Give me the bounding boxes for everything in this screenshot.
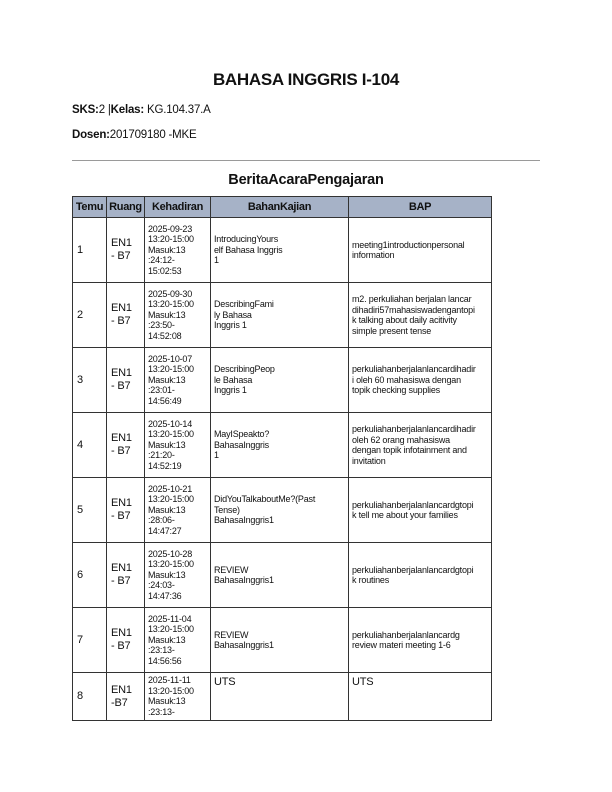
ruang-cell-line: - B7 [111,315,131,327]
kehadiran-cell-line: :24:12- [148,255,175,266]
bahan-kajian-cell-line: 1 [214,255,219,266]
bahan-kajian-cell-line: Inggris 1 [214,320,247,331]
ruang-cell-line: EN1 [111,237,132,249]
bap-cell-line: m2. perkuliahan berjalan lancar [352,294,472,304]
header-temu: Temu [73,197,107,218]
ruang-cell [107,478,145,543]
table-body [73,218,492,721]
kehadiran-cell-line: Masuk:13 [148,439,186,450]
bap-cell-line: UTS [352,676,374,688]
bahan-kajian-cell [211,218,349,283]
header-bahan-kajian: BahanKajian [211,197,349,218]
sks-label: SKS: [72,104,99,116]
table-header-row [73,197,492,218]
bahan-kajian-cell-line: DescribingFami [214,299,274,310]
bap-cell [349,673,492,721]
sks-value: 2 | [98,104,111,116]
bap-cell-line: dihadiri57mahasiswadengantopi [352,304,475,315]
temu-cell: 4 [73,413,107,478]
dosen-label: Dosen: [72,129,110,141]
bahan-kajian-cell [211,283,349,348]
kelas-value: KG.104.37.A [144,104,211,116]
header-ruang: Ruang [107,197,145,218]
bahan-kajian-cell-line: IntroducingYours [214,234,279,245]
kehadiran-cell-line: 14:52:19 [148,460,182,471]
bap-cell [349,543,492,608]
kehadiran-cell-line: 14:52:08 [148,330,182,341]
ruang-cell [107,543,145,608]
kehadiran-cell-line: 2025-10-28 [148,548,193,559]
kehadiran-cell-line: 14:47:36 [148,590,182,601]
ruang-cell-line: - B7 [111,510,131,522]
ruang-cell [107,673,145,721]
kehadiran-cell-line: 2025-10-21 [148,483,193,494]
temu-cell: 6 [73,543,107,608]
bahan-kajian-cell-line: REVIEW [214,629,249,640]
kehadiran-cell-line: :28:06- [148,515,175,526]
bap-cell-line: perkuliahanberjalanlancardihadir [352,364,476,375]
kehadiran-cell-line: Masuk:13 [148,696,186,706]
bahan-kajian-cell-line: 1 [214,450,219,461]
kehadiran-cell [145,673,211,721]
ruang-cell-line: EN1 [111,367,132,379]
bap-cell-line: topik checking supplies [352,385,440,396]
kehadiran-cell [145,478,211,543]
bap-cell-line: i oleh 60 mahasiswa dengan [352,374,461,385]
kehadiran-cell-line: 15:02:53 [148,265,182,276]
kelas-label: Kelas: [110,104,144,116]
bahan-kajian-cell-line: BahasaInggris1 [214,640,274,650]
bap-cell-line: k routines [352,575,390,585]
bahan-kajian-cell [211,543,349,608]
kehadiran-cell-line: :24:03- [148,580,175,591]
header-kehadiran: Kehadiran [145,197,211,218]
kehadiran-cell-line: Masuk:13 [148,504,186,515]
temu-cell: 8 [73,673,107,721]
dosen-line [72,129,197,141]
kehadiran-cell-line: Masuk:13 [148,374,186,385]
temu-cell: 7 [73,608,107,673]
kehadiran-cell-line: :23:01- [148,385,175,396]
kehadiran-cell-line: :23:13- [148,645,175,656]
kehadiran-cell [145,283,211,348]
ruang-cell-line: EN1 [111,302,132,314]
table-row [73,218,492,283]
ruang-cell-line: EN1 [111,627,132,639]
bap-cell [349,218,492,283]
ruang-cell [107,413,145,478]
bap-cell-line: perkuliahanberjalanlancardg [352,629,460,640]
kehadiran-cell-line: 13:20-15:00 [148,494,194,505]
bahan-kajian-cell [211,608,349,673]
kehadiran-cell-line: 2025-11-11 [148,675,191,685]
bahan-kajian-cell-line: BahasaInggris1 [214,515,274,526]
bahan-kajian-cell-line: BahasaInggris [214,439,269,450]
bap-cell-line: invitation [352,455,386,466]
temu-cell: 3 [73,348,107,413]
bap-cell-line: oleh 62 orang mahasiswa [352,434,450,445]
table-row [73,478,492,543]
temu-cell: 2 [73,283,107,348]
kehadiran-cell-line: 14:56:49 [148,395,182,406]
bap-cell-line: perkuliahanberjalanlancardgtopi [352,499,474,510]
attendance-table [72,196,492,721]
kehadiran-cell-line: 14:56:56 [148,655,182,666]
bap-cell [349,608,492,673]
bahan-kajian-cell-line: DescribingPeop [214,364,275,375]
bap-cell [349,348,492,413]
bahan-kajian-cell-line: elf Bahasa Inggris [214,244,283,255]
kehadiran-cell [145,608,211,673]
bap-cell-line: k talking about daily acitivity [352,315,457,325]
section-title: BeritaAcaraPengajaran [228,172,384,188]
bahan-kajian-cell-line: MayISpeakto? [214,429,270,440]
bap-cell-line: perkuliahanberjalanlancardgtopi [352,564,474,575]
bahan-kajian-cell-line: REVIEW [214,564,249,575]
kehadiran-cell-line: 13:20-15:00 [148,685,194,696]
kehadiran-cell-line: 13:20-15:00 [148,429,194,440]
table-row [73,673,492,721]
kehadiran-cell-line: 13:20-15:00 [148,299,194,310]
kehadiran-cell-line: 14:47:27 [148,525,182,536]
ruang-cell [107,348,145,413]
ruang-cell-line: EN1 [111,683,132,696]
kehadiran-cell [145,543,211,608]
kehadiran-cell [145,348,211,413]
bap-cell-line: perkuliahanberjalanlancardihadir [352,424,476,434]
bahan-kajian-cell-line: Tense) [214,504,240,515]
divider [72,160,540,161]
ruang-cell-line: - B7 [111,250,131,262]
dosen-value: 201709180 -MKE [109,129,197,141]
kehadiran-cell-line: :23:13- [148,706,175,717]
temu-cell: 1 [73,218,107,283]
kehadiran-cell-line: 13:20-15:00 [148,624,194,635]
kehadiran-cell [145,413,211,478]
kehadiran-cell [145,218,211,283]
bap-cell-line: information [352,250,395,260]
bahan-kajian-cell [211,673,349,721]
bahan-kajian-cell [211,413,349,478]
bahan-kajian-cell-line: BahasaInggris1 [214,575,274,585]
ruang-cell [107,283,145,348]
bahan-kajian-cell-line: Inggris 1 [214,385,247,396]
ruang-cell-line: - B7 [111,640,131,652]
kehadiran-cell-line: :23:50- [148,320,175,331]
kehadiran-cell-line: 13:20-15:00 [148,234,194,245]
ruang-cell-line: -B7 [111,696,128,709]
table-row [73,608,492,673]
header-bap: BAP [349,197,492,218]
ruang-cell-line: - B7 [111,575,131,587]
ruang-cell-line: EN1 [111,497,132,509]
kehadiran-cell-line: Masuk:13 [148,569,186,580]
ruang-cell [107,608,145,673]
kehadiran-cell-line: 2025-10-07 [148,353,193,364]
table-row [73,543,492,608]
kehadiran-cell-line: 2025-09-23 [148,223,193,234]
bahan-kajian-cell-line: le Bahasa [214,374,253,385]
bap-cell [349,478,492,543]
kehadiran-cell-line: 13:20-15:00 [148,559,194,570]
kehadiran-cell-line: Masuk:13 [148,244,186,255]
bap-cell-line: k tell me about your families [352,510,458,520]
bap-cell-line: meeting1introductionpersonal [352,239,465,250]
bap-cell [349,413,492,478]
kehadiran-cell-line: 2025-11-04 [148,613,192,624]
ruang-cell-line: EN1 [111,562,132,574]
document-title: BAHASA INGGRIS I-104 [212,70,400,89]
table-row [73,348,492,413]
temu-cell: 5 [73,478,107,543]
table-row [73,413,492,478]
kehadiran-cell-line: 13:20-15:00 [148,364,194,375]
bahan-kajian-cell [211,478,349,543]
kehadiran-cell-line: 2025-10-14 [148,418,193,429]
sks-kelas-line [72,104,211,116]
bap-cell-line: review materi meeting 1-6 [352,640,451,650]
ruang-cell-line: EN1 [111,432,132,444]
table-row [73,283,492,348]
kehadiran-cell-line: 2025-09-30 [148,288,193,299]
kehadiran-cell-line: Masuk:13 [148,309,186,320]
bahan-kajian-cell-line: DidYouTalkaboutMe?(Past [214,494,316,505]
bap-cell [349,283,492,348]
kehadiran-cell-line: Masuk:13 [148,634,186,645]
ruang-cell [107,218,145,283]
bahan-kajian-cell-line: UTS [214,676,236,688]
bahan-kajian-cell [211,348,349,413]
bahan-kajian-cell-line: ly Bahasa [214,309,252,320]
bap-cell-line: dengan topik infotainment and [352,445,467,455]
bap-cell-line: simple present tense [352,325,432,336]
ruang-cell-line: - B7 [111,445,131,457]
ruang-cell-line: - B7 [111,380,131,392]
kehadiran-cell-line: :21:20- [148,450,175,461]
